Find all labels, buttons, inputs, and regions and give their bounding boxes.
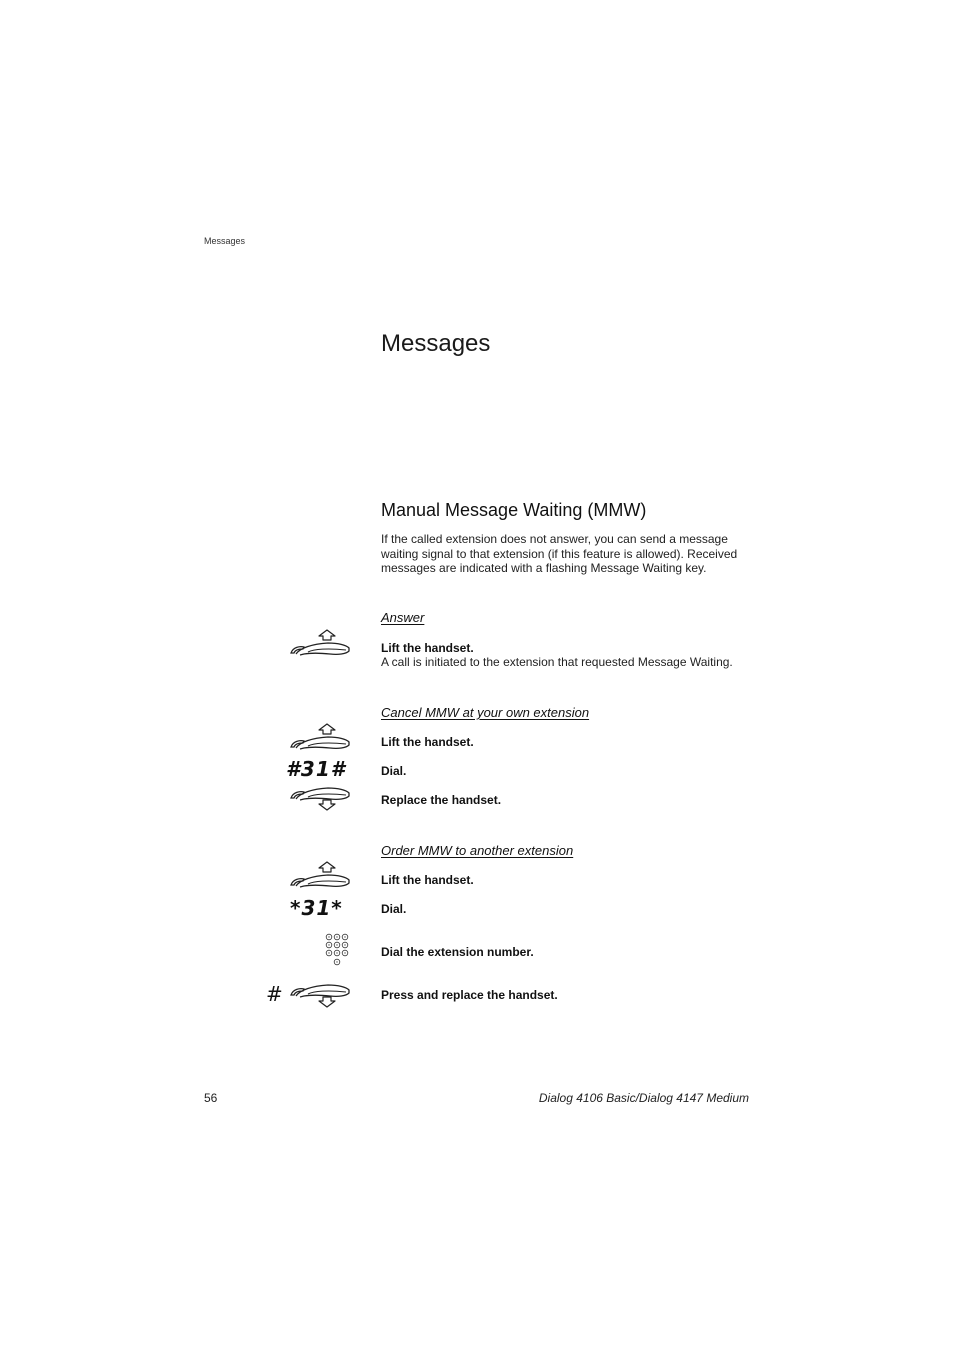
- hash-key-symbol: #: [266, 982, 284, 1006]
- footer-model-name: Dialog 4106 Basic/Dialog 4147 Medium: [538, 1091, 749, 1105]
- section-title: Manual Message Waiting (MMW): [381, 500, 647, 520]
- order-heading: Order MMW to another extension: [381, 843, 574, 858]
- lift-handset-icon: [288, 723, 352, 753]
- cancel-heading: Cancel MMW at your own extension: [381, 705, 590, 720]
- replace-handset-icon: [288, 983, 352, 1009]
- lift-handset-icon: [288, 629, 352, 659]
- answer-step-lift: Lift the handset.: [381, 641, 474, 655]
- cancel-step-replace: Replace the handset.: [381, 793, 502, 807]
- dial-code-hash31hash: #31#: [286, 757, 346, 781]
- section-intro: If the called extension does not answer, you can send a message waiting signal to that extension (if this feature is allowed). Received messages are indicated with a flashing Message Waiting key.: [381, 532, 738, 575]
- page-title: Messages: [381, 330, 491, 357]
- cancel-step-dial: Dial.: [381, 764, 407, 778]
- lift-handset-icon: [288, 861, 352, 891]
- page-number: 56: [204, 1091, 218, 1105]
- cancel-step-lift: Lift the handset.: [381, 735, 474, 749]
- answer-step-note: A call is initiated to the extension that requested Message Waiting.: [381, 655, 733, 669]
- replace-handset-icon: [288, 786, 352, 812]
- order-step-extension: Dial the extension number.: [381, 945, 534, 959]
- answer-heading: Answer: [381, 610, 425, 625]
- order-step-press-replace: Press and replace the handset.: [381, 988, 558, 1002]
- order-step-lift: Lift the handset.: [381, 873, 474, 887]
- running-header: Messages: [204, 236, 246, 246]
- order-step-dial: Dial.: [381, 902, 407, 916]
- dial-code-star31star: *31*: [290, 896, 343, 920]
- keypad-icon: [325, 933, 351, 969]
